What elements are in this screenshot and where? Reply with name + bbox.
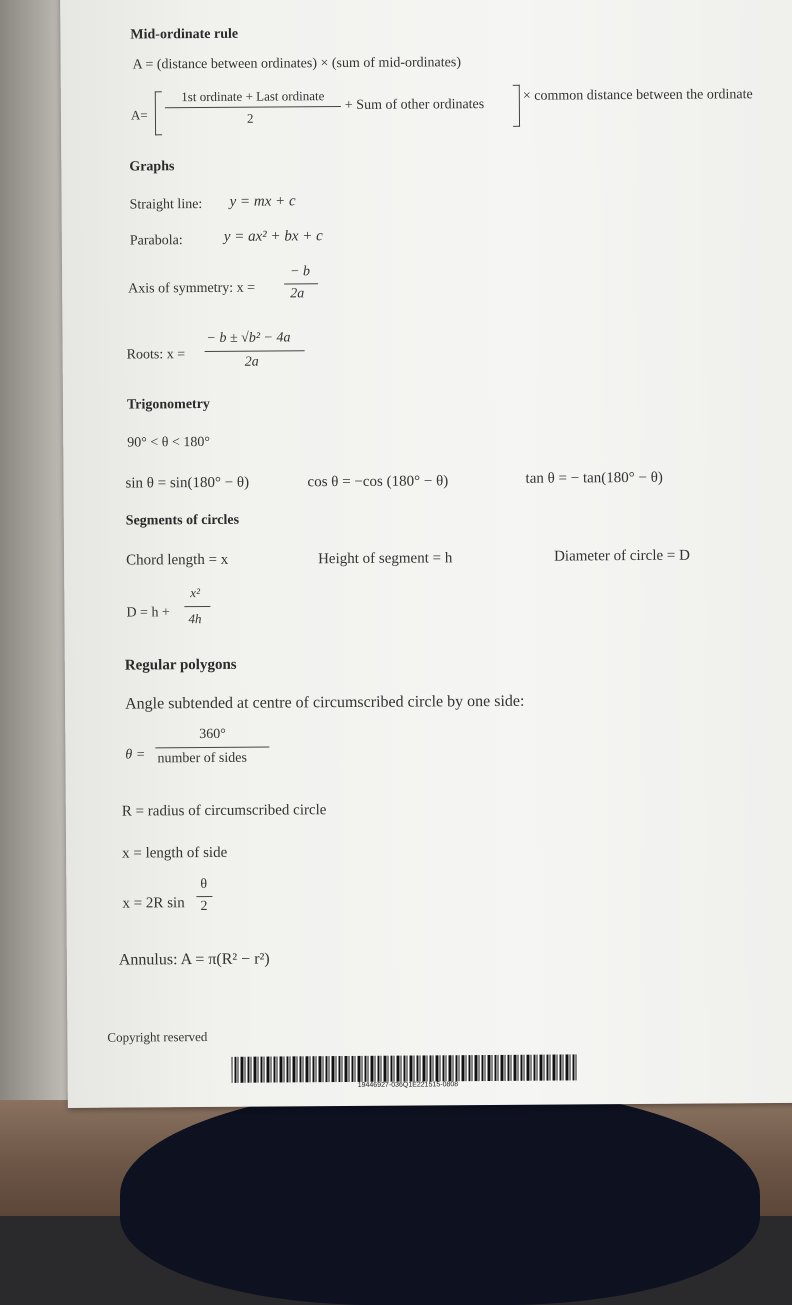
cos-identity: cos θ = −cos (180° − θ) xyxy=(307,473,449,491)
sum-other-ordinates: + Sum of other ordinates xyxy=(344,97,485,114)
section-heading-trigonometry: Trigonometry xyxy=(126,396,210,413)
copyright-notice: Copyright reserved xyxy=(107,1028,208,1045)
left-bracket xyxy=(155,91,162,135)
axis-of-symmetry-label: Axis of symmetry: x = xyxy=(128,280,256,297)
barcode xyxy=(232,1054,578,1082)
theta-numerator: 360° xyxy=(199,726,226,743)
diameter-formula-label: D = h + xyxy=(126,605,170,621)
axis-numerator: − b xyxy=(289,264,311,280)
side-length-formula-label: x = 2R sin xyxy=(122,895,185,912)
formula-sheet-page xyxy=(60,0,792,1108)
side-formula-fraction-bar xyxy=(196,896,212,897)
side-formula-denominator: 2 xyxy=(200,898,208,915)
straight-line-label: Straight line: xyxy=(129,197,203,213)
sin-identity: sin θ = sin(180° − θ) xyxy=(125,474,250,492)
common-distance-text: × common distance between the ordinate xyxy=(522,87,753,104)
mid-ordinate-numerator: 1st ordinate + Last ordinate xyxy=(181,88,325,105)
parabola-equation: y = ax² + bx + c xyxy=(223,228,323,245)
roots-fraction-bar xyxy=(205,350,305,352)
fraction-bar xyxy=(165,106,341,108)
circle-diameter-def: Diameter of circle = D xyxy=(553,547,690,565)
roots-label: Roots: x = xyxy=(126,347,186,363)
axis-denominator: 2a xyxy=(290,286,305,302)
diameter-fraction-bar xyxy=(184,606,210,607)
section-heading-segments: Segments of circles xyxy=(125,512,240,529)
right-bracket xyxy=(513,85,520,127)
straight-line-equation: y = mx + c xyxy=(229,193,296,210)
chord-length-def: Chord length = x xyxy=(125,551,229,569)
section-heading-polygons: Regular polygons xyxy=(124,656,237,674)
tan-identity: tan θ = − tan(180° − θ) xyxy=(525,469,663,487)
parabola-label: Parabola: xyxy=(129,233,183,249)
annulus-formula: Annulus: A = π(R² − r²) xyxy=(118,950,270,969)
segment-height-def: Height of segment = h xyxy=(317,550,453,568)
barcode-number: 19446927-036Q1E221515-0808 xyxy=(357,1081,459,1089)
mid-ordinate-fraction xyxy=(165,88,341,105)
theta-fraction-bar xyxy=(155,747,269,749)
side-formula-numerator: θ xyxy=(200,876,208,893)
roots-denominator: 2a xyxy=(244,354,259,370)
mid-ordinate-denominator: 2 xyxy=(246,110,254,126)
roots-numerator: − b ± √b² − 4a xyxy=(206,330,291,346)
section-heading-mid-ordinate: Mid-ordinate rule xyxy=(130,26,239,43)
diameter-denominator: 4h xyxy=(188,611,202,627)
mid-ordinate-a-label: A= xyxy=(130,107,148,123)
side-length-definition: x = length of side xyxy=(122,844,228,862)
angle-subtended-text: Angle subtended at centre of circumscribed circle by one side: xyxy=(124,692,525,713)
mid-ordinate-formula: A = (distance between ordinates) × (sum of mid-ordinates) xyxy=(132,55,462,73)
theta-label: θ = xyxy=(125,747,146,763)
dark-fabric-object xyxy=(120,1085,760,1305)
axis-fraction-bar xyxy=(284,283,318,284)
theta-denominator: number of sides xyxy=(157,750,247,767)
theta-range: 90° < θ < 180° xyxy=(127,434,210,451)
diameter-numerator: x² xyxy=(190,585,201,601)
section-heading-graphs: Graphs xyxy=(129,159,175,175)
radius-definition: R = radius of circumscribed circle xyxy=(121,802,327,820)
